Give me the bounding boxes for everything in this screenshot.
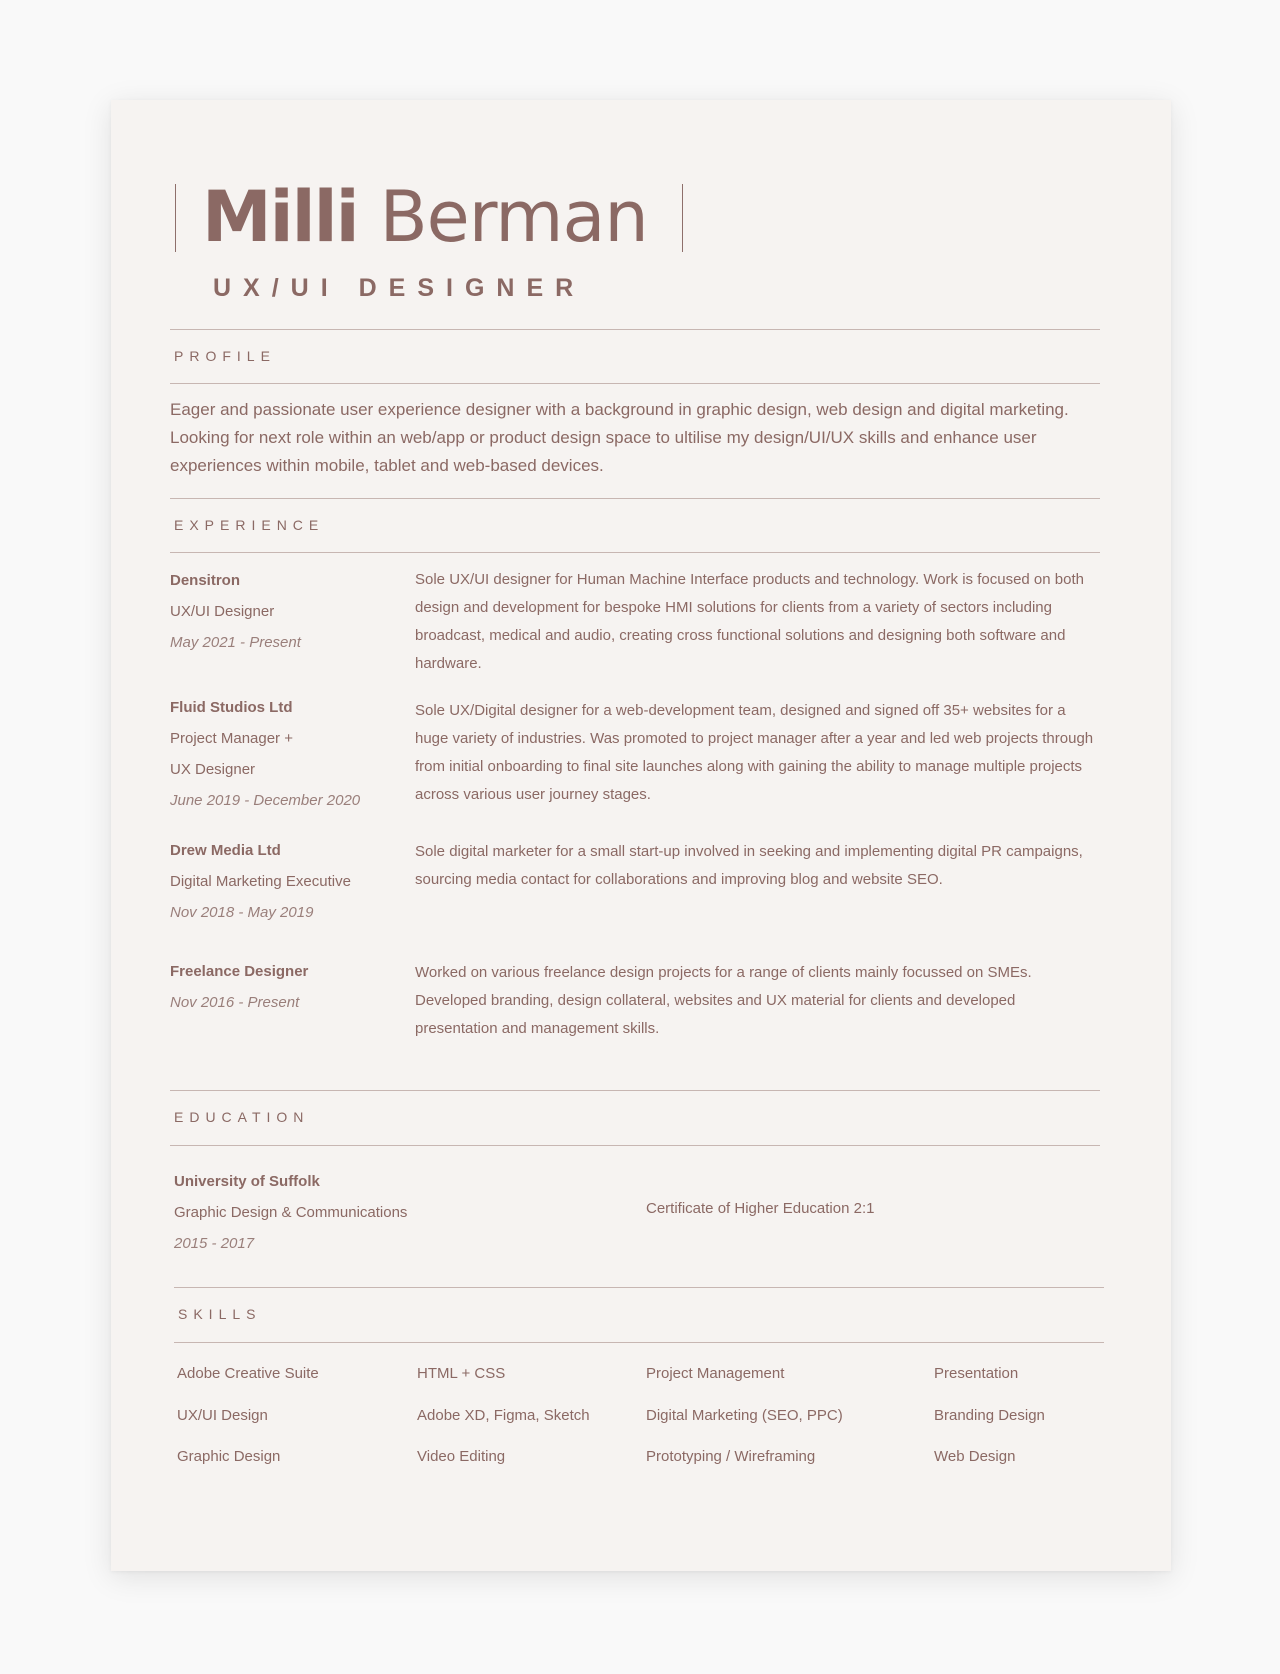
- skill-item: UX/UI Design: [177, 1407, 268, 1424]
- role-title: UX/UI Designer: [170, 603, 275, 620]
- skill-item: Adobe XD, Figma, Sketch: [417, 1407, 590, 1424]
- course-name: Graphic Design & Communications: [174, 1204, 408, 1221]
- profile-heading: PROFILE: [174, 348, 276, 364]
- skill-item: Digital Marketing (SEO, PPC): [646, 1407, 843, 1424]
- skill-item: Web Design: [934, 1448, 1016, 1465]
- skill-item: Prototyping / Wireframing: [646, 1448, 816, 1465]
- experience-item-meta: [170, 565, 400, 658]
- first-name: Milli: [202, 176, 358, 258]
- role-title-continued: UX Designer: [170, 761, 256, 778]
- skill-item: HTML + CSS: [417, 1365, 506, 1382]
- divider: [170, 498, 1100, 499]
- divider: [170, 383, 1100, 384]
- profile-text: Eager and passionate user experience designer with a background in graphic design, web design and digital marketing. Looking for next role within an web/app or product design space to ultilise my design/UI/UX skills and enhance user experiences within mobile, tablet and web-based devices.: [170, 400, 1069, 475]
- name-block: [175, 176, 683, 258]
- education-heading: EDUCATION: [174, 1109, 310, 1125]
- experience-description: Sole UX/UI designer for Human Machine Interface products and technology. Work is focused on both design and development for bespoke HMI solutions for clients from a variety of sectors including broadcast, medical and audio, creating cross functional solutions and designing both software and hardware.: [415, 571, 1084, 672]
- education-dates: 2015 - 2017: [174, 1235, 255, 1252]
- skill-item: Project Management: [646, 1365, 785, 1382]
- job-title: UX/UI DESIGNER: [213, 274, 586, 302]
- divider: [174, 1287, 1104, 1288]
- date-range: Nov 2018 - May 2019: [170, 904, 314, 921]
- skill-item: Branding Design: [934, 1407, 1045, 1424]
- experience-heading: EXPERIENCE: [174, 517, 325, 533]
- experience-item-meta: [170, 956, 400, 1018]
- company-name: Drew Media Ltd: [170, 842, 281, 859]
- education-item: [174, 1166, 594, 1259]
- company-name: Freelance Designer: [170, 963, 309, 980]
- date-range: May 2021 - Present: [170, 634, 301, 651]
- experience-description: Sole digital marketer for a small start-up involved in seeking and implementing digital PR campaigns, sourcing media contact for collaborations and improving blog and website SEO.: [415, 843, 1083, 888]
- date-range: Nov 2016 - Present: [170, 994, 300, 1011]
- skill-item: Video Editing: [417, 1448, 506, 1465]
- skill-item: Graphic Design: [177, 1448, 281, 1465]
- skill-item: Adobe Creative Suite: [177, 1365, 319, 1382]
- divider: [170, 552, 1100, 553]
- resume-page: [111, 100, 1171, 1571]
- divider: [170, 329, 1100, 330]
- last-name: Berman: [379, 176, 648, 258]
- experience-description: Worked on various freelance design projects for a range of clients mainly focussed on SMEs. Developed branding, design collateral, websites and UX material for clients and developed presentation and management skills.: [415, 964, 1032, 1037]
- divider: [170, 1145, 1100, 1146]
- company-name: Densitron: [170, 572, 241, 589]
- skill-item: Presentation: [934, 1365, 1019, 1382]
- experience-description: Sole UX/Digital designer for a web-development team, designed and signed off 35+ websites for a huge variety of industries. Was promoted to project manager after a year and led web projects through from initial onboarding to final site launches along with gaining the ability to manage multiple projects across various user journey stages.: [415, 702, 1094, 803]
- experience-item-meta: [170, 692, 400, 816]
- company-name: Fluid Studios Ltd: [170, 699, 293, 716]
- skills-heading: SKILLS: [178, 1306, 262, 1322]
- divider: [174, 1342, 1104, 1343]
- qualification: Certificate of Higher Education 2:1: [646, 1200, 875, 1217]
- role-title: Digital Marketing Executive: [170, 873, 351, 890]
- institution-name: University of Suffolk: [174, 1173, 320, 1190]
- divider: [170, 1090, 1100, 1091]
- experience-item-meta: [170, 835, 400, 928]
- date-range: June 2019 - December 2020: [170, 792, 361, 809]
- role-title: Project Manager +: [170, 730, 293, 747]
